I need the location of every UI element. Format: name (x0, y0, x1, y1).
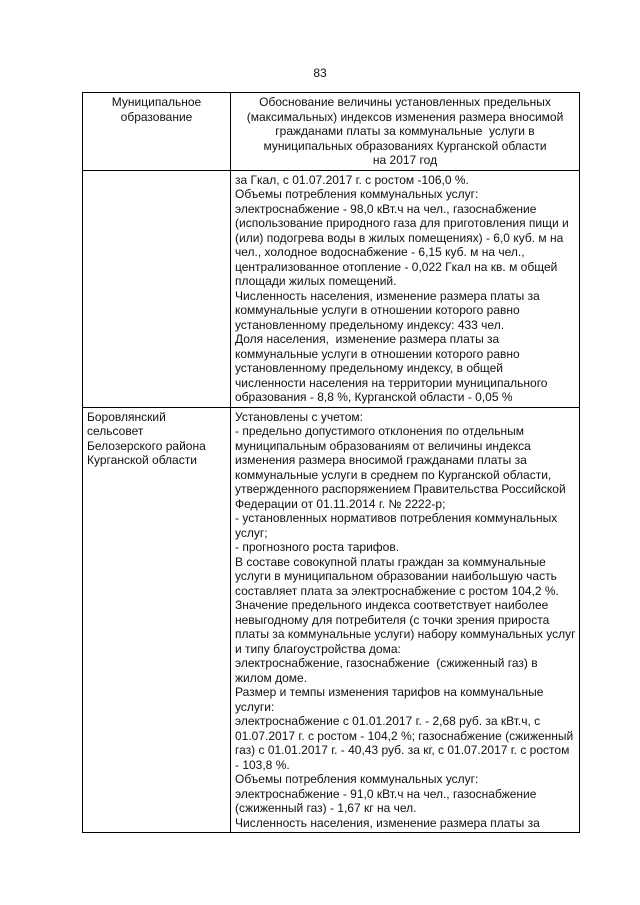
justification-text-line: электроснабжение - 98,0 кВт.ч на чел., газоснабжение (235, 201, 537, 216)
justification-text-line: - 103,8 %. (235, 757, 290, 772)
justification-text-line: Федерации от 01.11.2014 г. № 2222-р; (235, 496, 446, 511)
municipality-name-line: Белозерского района (87, 438, 206, 453)
justification-text-line: централизованное отопление - 0,022 Гкал на кв. м общей (235, 259, 558, 274)
header-col2-line: гражданами платы за коммунальные услуги в (275, 124, 535, 138)
justification-text-line: изменения размера вносимой гражданами платы за (235, 453, 527, 467)
justification-text-line: и типу благоустройства дома: (235, 641, 401, 656)
justification-text-line: коммунальные услуги в среднем по Курганской области, (235, 467, 552, 482)
header-col2-line: на 2017 год (372, 153, 438, 167)
justification-text-line: Установлены с учетом: (235, 409, 363, 424)
justification-text-line: услуг; (235, 525, 268, 540)
justification-text-line: Значение предельного индекса соответствует наиболее (235, 598, 549, 612)
justification-text-line: Численность населения, изменение размера платы за (235, 288, 540, 303)
justification-text-line: жилом доме. (235, 670, 308, 685)
justification-cell (231, 170, 580, 407)
justification-text-line: муниципальным образованиям от величины индекса (235, 438, 531, 453)
municipality-name-line: сельсовет (87, 424, 144, 438)
justification-text-line: (сжиженный газ) - 1,67 кг на чел. (235, 801, 417, 815)
justification-text-line: чел., холодное водоснабжение - 6,15 куб. м на чел., (235, 245, 525, 259)
justification-text-line: площади жилых помещений. (235, 274, 397, 288)
justification-text-line: коммунальные услуги в отношении которого равно (235, 346, 520, 361)
justification-text-line: установленному предельному индексу, в общей (235, 361, 503, 375)
justification-text-line: услуги: (235, 699, 275, 714)
justification-text-line: численности населения на территории муниципального (235, 375, 548, 390)
justification-text-line: составляет плата за электроснабжение с ростом 104,2 %. (235, 583, 559, 598)
justification-text-line: образования - 8,8 %, Курганской области - 0,05 % (235, 390, 513, 404)
justification-text-line: - предельно допустимого отклонения по отдельным (235, 424, 524, 438)
justification-text-line: Объемы потребления коммунальных услуг: (235, 772, 479, 786)
justification-text-line: невыгодному для потребителя (с точки зрения прироста (235, 612, 550, 627)
justification-text-line: установленному предельному индексу: 433 чел. (235, 317, 505, 332)
justification-text-line: - прогнозного роста тарифов. (235, 540, 400, 554)
header-justification-cell (231, 93, 580, 171)
justification-text-line: утвержденного распоряжением Правительства Российской (235, 482, 566, 496)
table-header-row (83, 93, 580, 171)
header-col1-line: образование (120, 109, 193, 124)
justification-text-line: электроснабжение - 91,0 кВт.ч на чел., газоснабжение (235, 786, 537, 801)
municipality-cell (83, 170, 231, 407)
page-number: 83 (313, 66, 327, 80)
header-col2-line: Обоснование величины установленных предельных (259, 95, 551, 109)
justification-text-line: (или) подогрева воды в жилых помещениях) - 6,0 куб. м на (235, 230, 564, 245)
justification-text-line: за Гкал, с 01.07.2017 г. с ростом -106,0 %. (235, 172, 469, 187)
header-municipality-cell (83, 93, 231, 171)
justification-text-line: 01.07.2017 г. с ростом - 104,2 %; газоснабжение (сжиженный (235, 728, 574, 743)
justification-text-line: Доля населения, изменение размера платы за (235, 332, 500, 346)
municipality-name-line: Боровлянский (87, 409, 166, 424)
table-row (83, 170, 580, 407)
justification-text-line: электроснабжение, газоснабжение (сжиженный газ) в (235, 656, 538, 670)
header-col2-line: (максимальных) индексов изменения размера вносимой (246, 109, 564, 124)
justification-text-line: коммунальные услуги в отношении которого равно (235, 303, 520, 317)
justification-text-line: (использование природного газа для приготовления пищи и (235, 216, 569, 230)
justification-text-line: В составе совокупной платы граждан за коммунальные (235, 554, 546, 569)
municipality-cell (83, 407, 231, 833)
justification-text-line: - установленных нормативов потребления коммунальных (235, 511, 558, 525)
justification-text-line: Размер и темпы изменения тарифов на коммунальные (235, 685, 544, 699)
table-row (83, 407, 580, 833)
justification-cell (231, 407, 580, 833)
justification-text-line: газ) с 01.01.2017 г. - 40,43 руб. за кг, с 01.07.2017 г. с ростом (235, 743, 570, 757)
justification-text-line: электроснабжение с 01.01.2017 г. - 2,68 руб. за кВт.ч, с (235, 714, 541, 728)
justification-text-line: Объемы потребления коммунальных услуг: (235, 187, 479, 201)
justification-text-line: Численность населения, изменение размера платы за (235, 815, 540, 830)
header-col2-line: муниципальных образованиях Курганской области (263, 138, 547, 153)
municipality-name-line: Курганской области (87, 453, 197, 467)
justification-text-line: платы за коммунальные услуги) набору коммунальных услуг (235, 627, 576, 641)
header-col1-line: Муниципальное (111, 95, 202, 109)
tariff-justification-table (82, 92, 580, 833)
justification-text-line: услуги в муниципальном образовании наибольшую часть (235, 569, 557, 583)
